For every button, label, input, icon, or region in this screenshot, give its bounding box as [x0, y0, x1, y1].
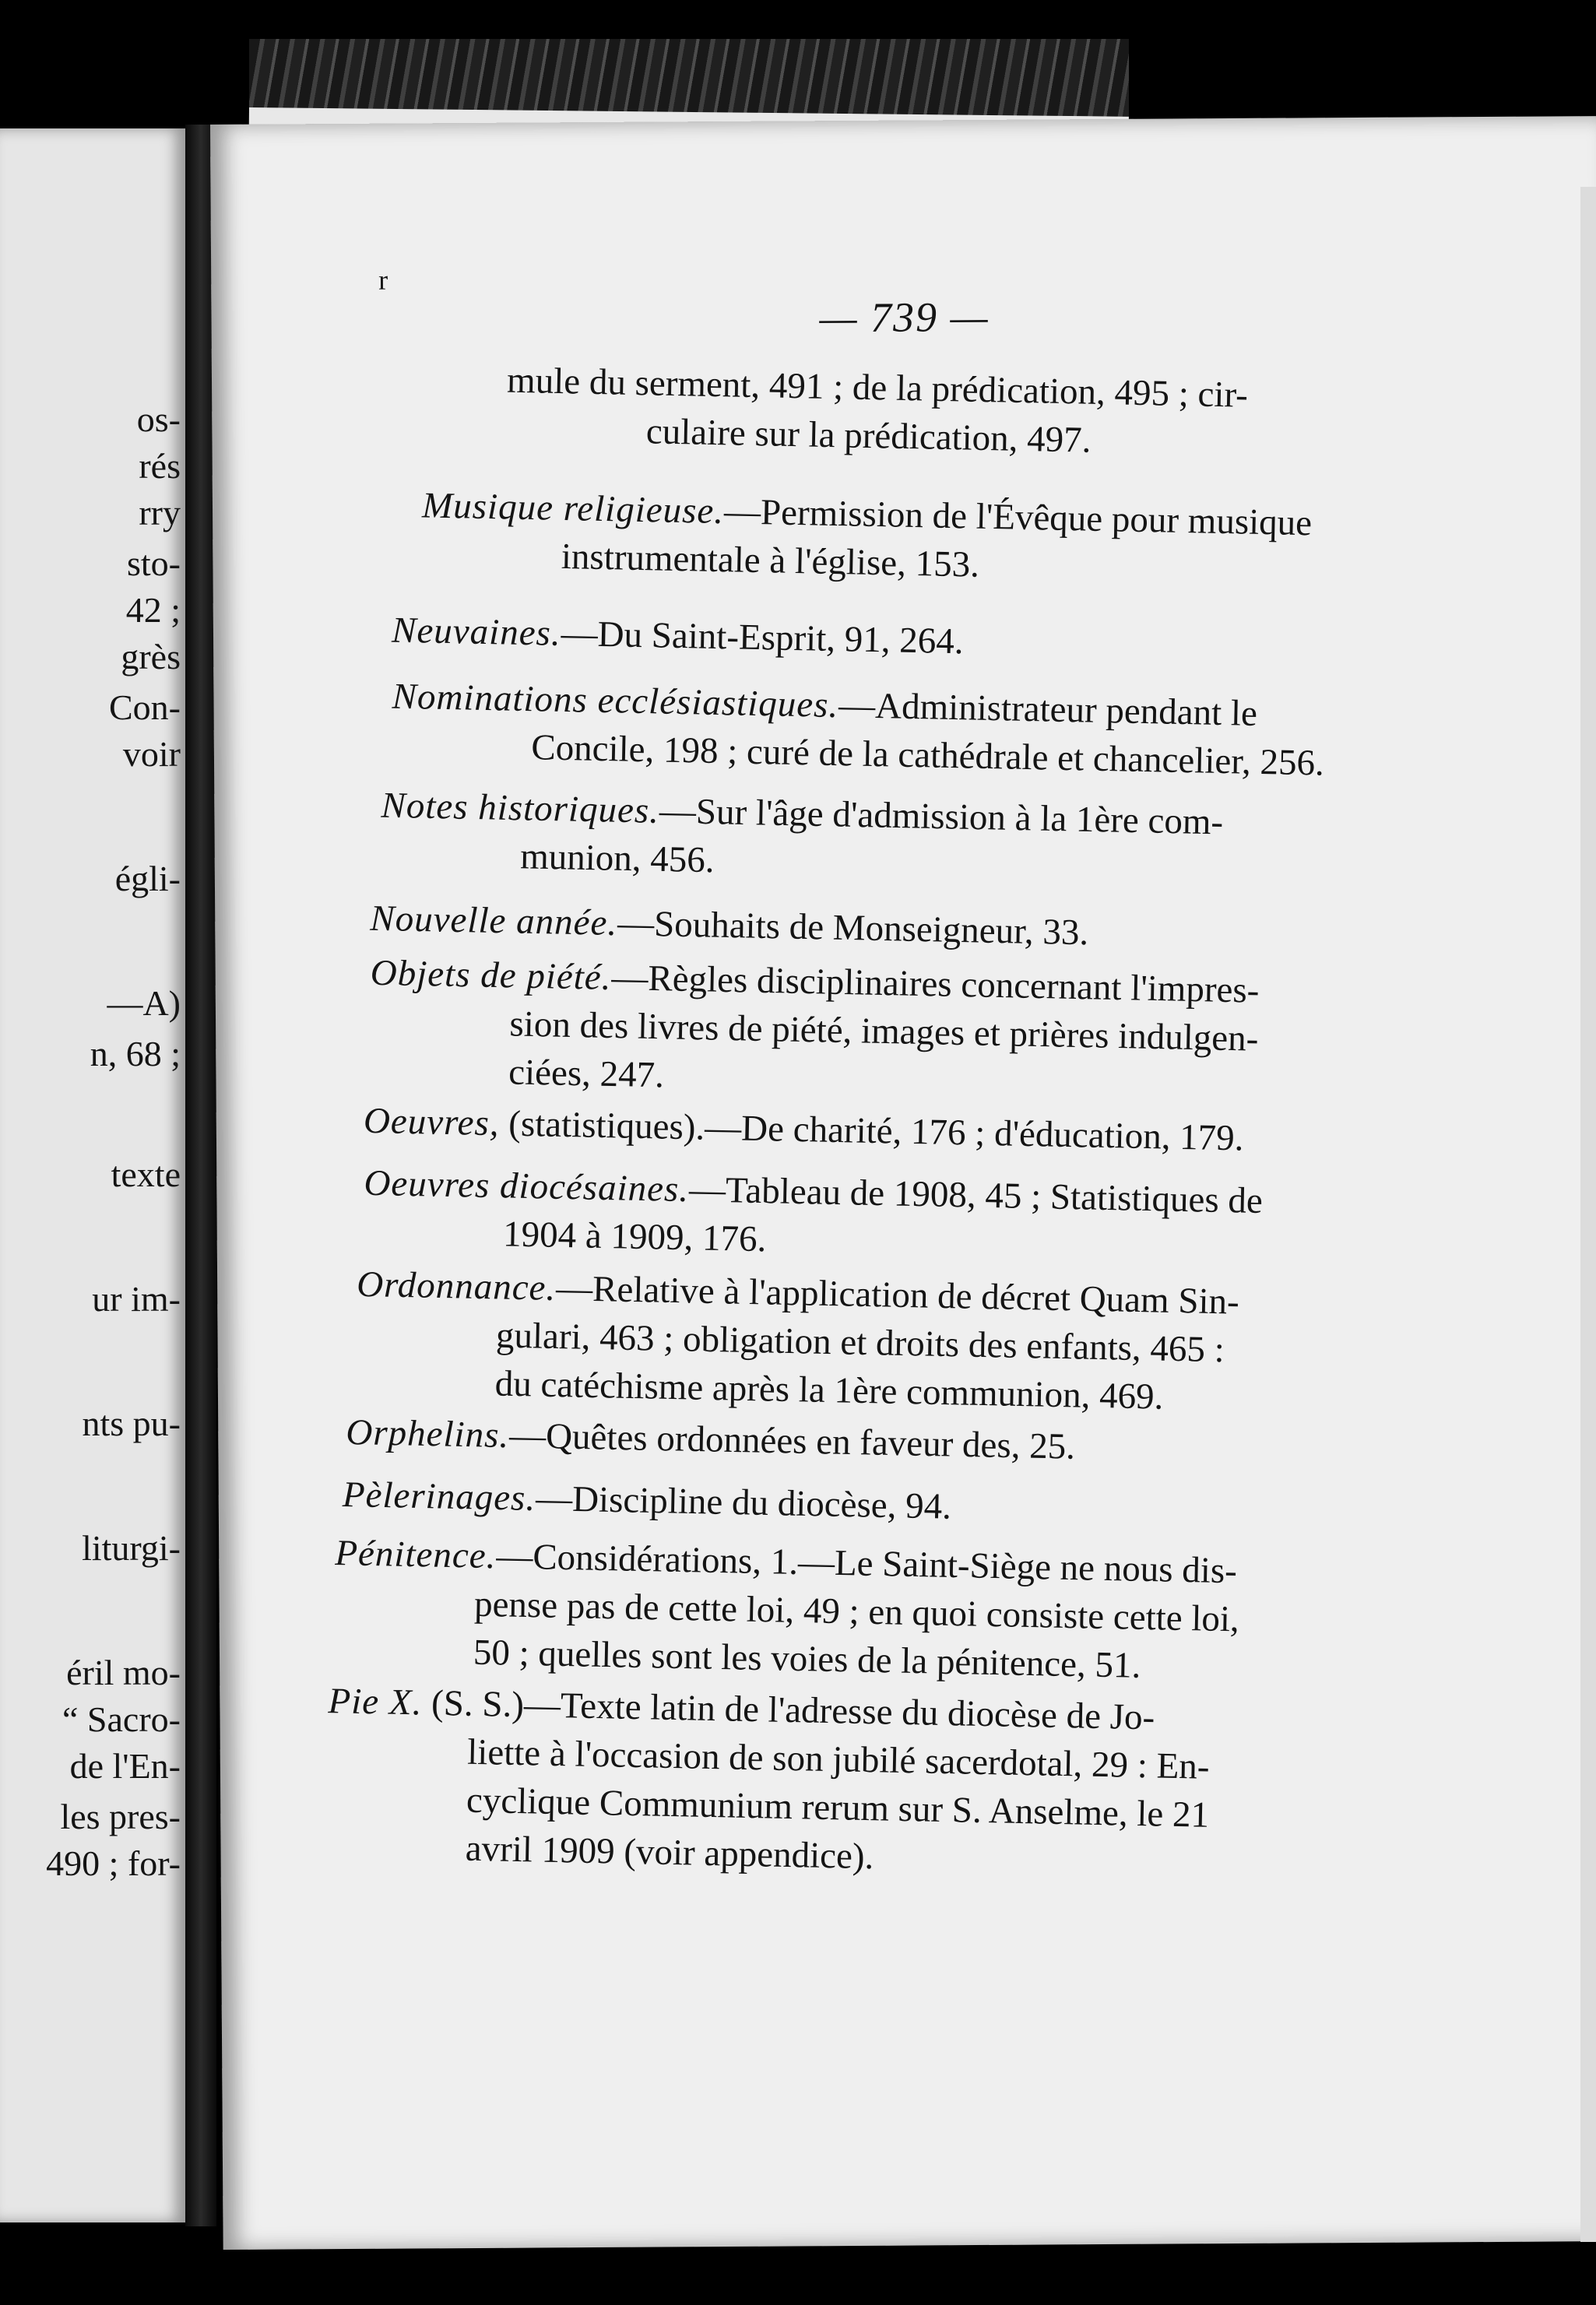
index-heading: Nominations ecclésiastiques.: [392, 676, 839, 726]
index-heading: Neuvaines.: [391, 610, 562, 654]
left-page-fragment: n, 68 ;: [90, 1034, 181, 1073]
index-entry-first-line: [370, 894, 1089, 957]
left-page-fragment: voir: [122, 734, 181, 774]
index-entry-text: gulari, 463 ; obligation et droits des enfants, 465 :: [495, 1315, 1225, 1371]
index-entry-text: (statistiques).—De charité, 176 ; d'éducation, 179.: [499, 1103, 1245, 1159]
left-page-fragment: —A): [107, 983, 181, 1023]
index-entry-text: —Sur l'âge d'admission à la 1ère com-: [659, 790, 1224, 843]
index-entry: [342, 1470, 951, 1531]
index-heading: Oeuvres,: [363, 1100, 501, 1144]
index-heading: Pèlerinages.: [342, 1474, 536, 1519]
index-entry-text: —Administrateur pendant le: [838, 685, 1258, 734]
index-entry-text: sion des livres de piété, images et prières indulgen-: [509, 1003, 1259, 1059]
index-entry-text: —Du Saint-Esprit, 91, 264.: [561, 613, 965, 662]
index-entry-text: —Tableau de 1908, 45 ; Statistiques de: [688, 1169, 1264, 1221]
index-entry-text: mule du serment, 491 ; de la prédication, 495 ; cir-: [506, 360, 1249, 416]
index-entry-text: —Discipline du diocèse, 94.: [535, 1478, 952, 1527]
index-heading: Notes historiques.: [381, 785, 660, 831]
left-page-fragment: os-: [136, 399, 181, 439]
index-entry-text: munion, 456.: [519, 836, 715, 881]
index-entry: [391, 673, 1326, 788]
left-page-fragment: ur im-: [92, 1279, 181, 1319]
index-entry-text: cyclique Communium rerum sur S. Anselme, le 21: [466, 1780, 1210, 1836]
index-entry: [370, 894, 1089, 957]
left-page-fragment: liturgi-: [82, 1528, 181, 1568]
index-heading: Objets de piété.: [370, 952, 612, 998]
index-heading: Orphelins.: [345, 1411, 510, 1456]
index-entry-text: 1904 à 1909, 176.: [502, 1214, 767, 1260]
index-entry: [332, 1529, 1240, 1692]
left-page-fragment: texte: [111, 1154, 181, 1194]
left-page-fragment: rry: [139, 493, 181, 532]
stray-mark: r: [378, 264, 388, 296]
left-page-fragment: Con-: [109, 687, 181, 727]
left-page-fragment: grès: [121, 637, 181, 676]
index-entry: [354, 1260, 1239, 1423]
left-page-fragment: 42 ;: [125, 590, 181, 630]
left-page-fragment: de l'En-: [69, 1746, 181, 1786]
index-entry-first-line: [392, 606, 965, 666]
index-entry-text: culaire sur la prédication, 497.: [645, 411, 1092, 461]
left-page-fragment: éril mo-: [66, 1653, 181, 1692]
left-page-fragment: nts pu-: [82, 1404, 181, 1443]
index-entry-text: avril 1909 (voir appendice).: [465, 1828, 874, 1878]
index-entry-text: —Quêtes ordonnées en faveur des, 25.: [508, 1415, 1076, 1467]
index-entry: [420, 481, 1312, 596]
index-entry: [368, 949, 1260, 1112]
left-page-fragment: sto-: [127, 543, 181, 583]
left-page-fragment: “ Sacro-: [62, 1699, 181, 1739]
index-entry-text: —Règles disciplinaires concernant l'impres-: [610, 957, 1260, 1011]
index-heading: Musique religieuse.: [421, 485, 725, 532]
index-entry-first-line: [342, 1470, 951, 1531]
index-entry: [380, 782, 1224, 895]
index-heading: Oeuvres diocésaines.: [363, 1162, 690, 1210]
index-heading: Pie X.: [328, 1681, 423, 1723]
index-entry: [392, 606, 965, 666]
index-entry-text: —Relative à l'application de décret Quam Sin-: [555, 1268, 1240, 1323]
index-entry-text: instrumentale à l'église, 153.: [561, 536, 980, 585]
left-page: [0, 128, 185, 2222]
index-entry-text: ciées, 247.: [508, 1052, 665, 1096]
index-heading: Ordonnance.: [356, 1263, 557, 1309]
index-entry-text: —Souhaits de Monseigneur, 33.: [617, 903, 1089, 954]
index-entry: [325, 1677, 1211, 1888]
main-page: [210, 116, 1596, 2250]
index-entry-text: —Considérations, 1.—Le Saint-Siège ne nous dis-: [495, 1536, 1238, 1592]
page-number: — 739 —: [819, 293, 990, 342]
index-entry-text: pense pas de cette loi, 49 ; en quoi consiste cette loi,: [473, 1583, 1240, 1640]
index-entry-text: —Permission de l'Évêque pour musique: [723, 491, 1313, 544]
index-entry-text: (S. S.)—Texte latin de l'adresse du diocèse de Jo-: [421, 1682, 1155, 1738]
index-entry-text: 50 ; quelles sont les voies de la pénitence, 51.: [473, 1632, 1141, 1686]
left-page-fragment: rés: [139, 446, 181, 486]
index-entry: [346, 1408, 1076, 1471]
index-entry: [505, 357, 1248, 468]
index-entry-text: liette à l'occasion de son jubilé sacerdotal, 29 : En-: [466, 1731, 1211, 1787]
page-edge-right: [1580, 187, 1596, 2242]
index-entry: [363, 1159, 1264, 1274]
index-entry-first-line: [346, 1408, 1076, 1471]
index-heading: Pénitence.: [334, 1533, 497, 1577]
left-page-fragment: égli-: [114, 859, 181, 898]
index-entry-text: Concile, 198 ; curé de la cathédrale et chancelier, 256.: [530, 727, 1325, 784]
left-page-fragment: 490 ; for-: [46, 1843, 181, 1883]
index-heading: Nouvelle année.: [369, 898, 618, 944]
index-entry-text: du catéchisme après la 1ère communion, 469.: [494, 1363, 1164, 1418]
left-page-fragment: les pres-: [60, 1797, 181, 1836]
